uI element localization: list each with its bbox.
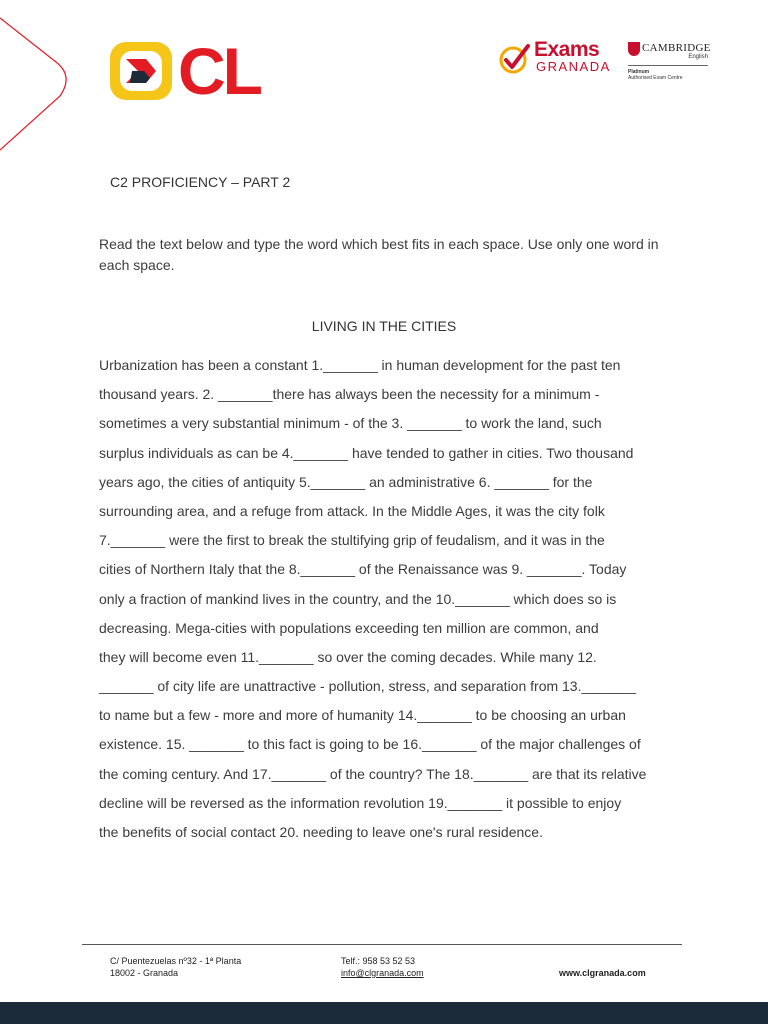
passage-line: decline will be reversed as the information revolution 19._______ it possible to enjoy (99, 794, 622, 811)
passage-line: surplus individuals as can be 4._______ have tended to gather in cities. Two thousand (99, 444, 634, 461)
shield-icon (628, 42, 640, 56)
footer-phone: Telf.: 958 53 52 53 (341, 956, 416, 966)
passage-line: thousand years. 2. _______there has always been the necessity for a minimum - (99, 386, 600, 403)
passage (99, 354, 679, 850)
corner-arc-decoration (0, 0, 80, 160)
page-heading: C2 PROFICIENCY – PART 2 (110, 174, 291, 190)
passage-line: years ago, the cities of antiquity 5._______ an administrative 6. _______ for the (99, 473, 593, 490)
check-circle-icon (498, 42, 534, 76)
exams-subtitle: GRANADA (536, 59, 611, 74)
exams-granada-logo (498, 40, 613, 76)
passage-line: _______ of city life are unattractive - pollution, stress, and separation from 13._______ (99, 678, 636, 695)
passage-line: 7._______ were the first to break the stultifying grip of feudalism, and it was in the (99, 532, 605, 549)
passage-line: cities of Northern Italy that the 8._______ of the Renaissance was 9. _______. Today (99, 561, 627, 578)
cl-logo (110, 34, 278, 108)
footer-email-link[interactable]: info@clgranada.com (341, 968, 424, 978)
passage-line: the coming century. And 17._______ of the country? The 18._______ are that its relative (99, 765, 647, 782)
footer-address-line1: C/ Puentezuelas nº32 - 1ª Planta (110, 956, 242, 966)
arrow-icon (120, 51, 162, 91)
bottom-bar (0, 1002, 768, 1024)
passage-line: sometimes a very substantial minimum - of the 3. _______ to work the land, such (99, 415, 602, 432)
cambridge-english: English (688, 54, 708, 60)
passage-line: they will become even 11._______ so over the coming decades. While many 12. (99, 648, 597, 665)
passage-line: Urbanization has been a constant 1._______ in human development for the past ten (99, 357, 621, 373)
cambridge-platinum: Platinum (628, 69, 650, 75)
passage-line: decreasing. Mega-cities with populations exceeding ten million are common, and (99, 619, 599, 636)
cambridge-divider (628, 65, 708, 66)
cambridge-centre: Authorised Exam Centre (628, 75, 683, 81)
passage-line: to name but a few - more and more of humanity 14._______ to be choosing an urban (99, 707, 626, 724)
cl-logo-text: CL (178, 34, 260, 108)
passage-line: surrounding area, and a refuge from attack. In the Middle Ages, it was the city folk (99, 502, 605, 519)
passage-title: LIVING IN THE CITIES (311, 318, 457, 334)
cambridge-logo (628, 42, 710, 86)
passage-line: the benefits of social contact 20. needing to leave one's rural residence. (99, 824, 543, 840)
passage-line: only a fraction of mankind lives in the country, and the 10._______ which does so is (99, 590, 617, 607)
passage-line: existence. 15. _______ to this fact is going to be 16._______ of the major challenges of (99, 736, 641, 753)
footer-address-line2: 18002 - Granada (110, 968, 179, 978)
cl-logo-badge (110, 42, 172, 100)
instructions: Read the text below and type the word which best fits in each space. Use only one word in each space. (99, 236, 659, 273)
footer-website-link[interactable]: www.clgranada.com (559, 968, 646, 978)
footer-divider (82, 944, 682, 945)
exams-title: Exams (534, 38, 600, 61)
cambridge-name: CAMBRIDGE (642, 42, 711, 54)
